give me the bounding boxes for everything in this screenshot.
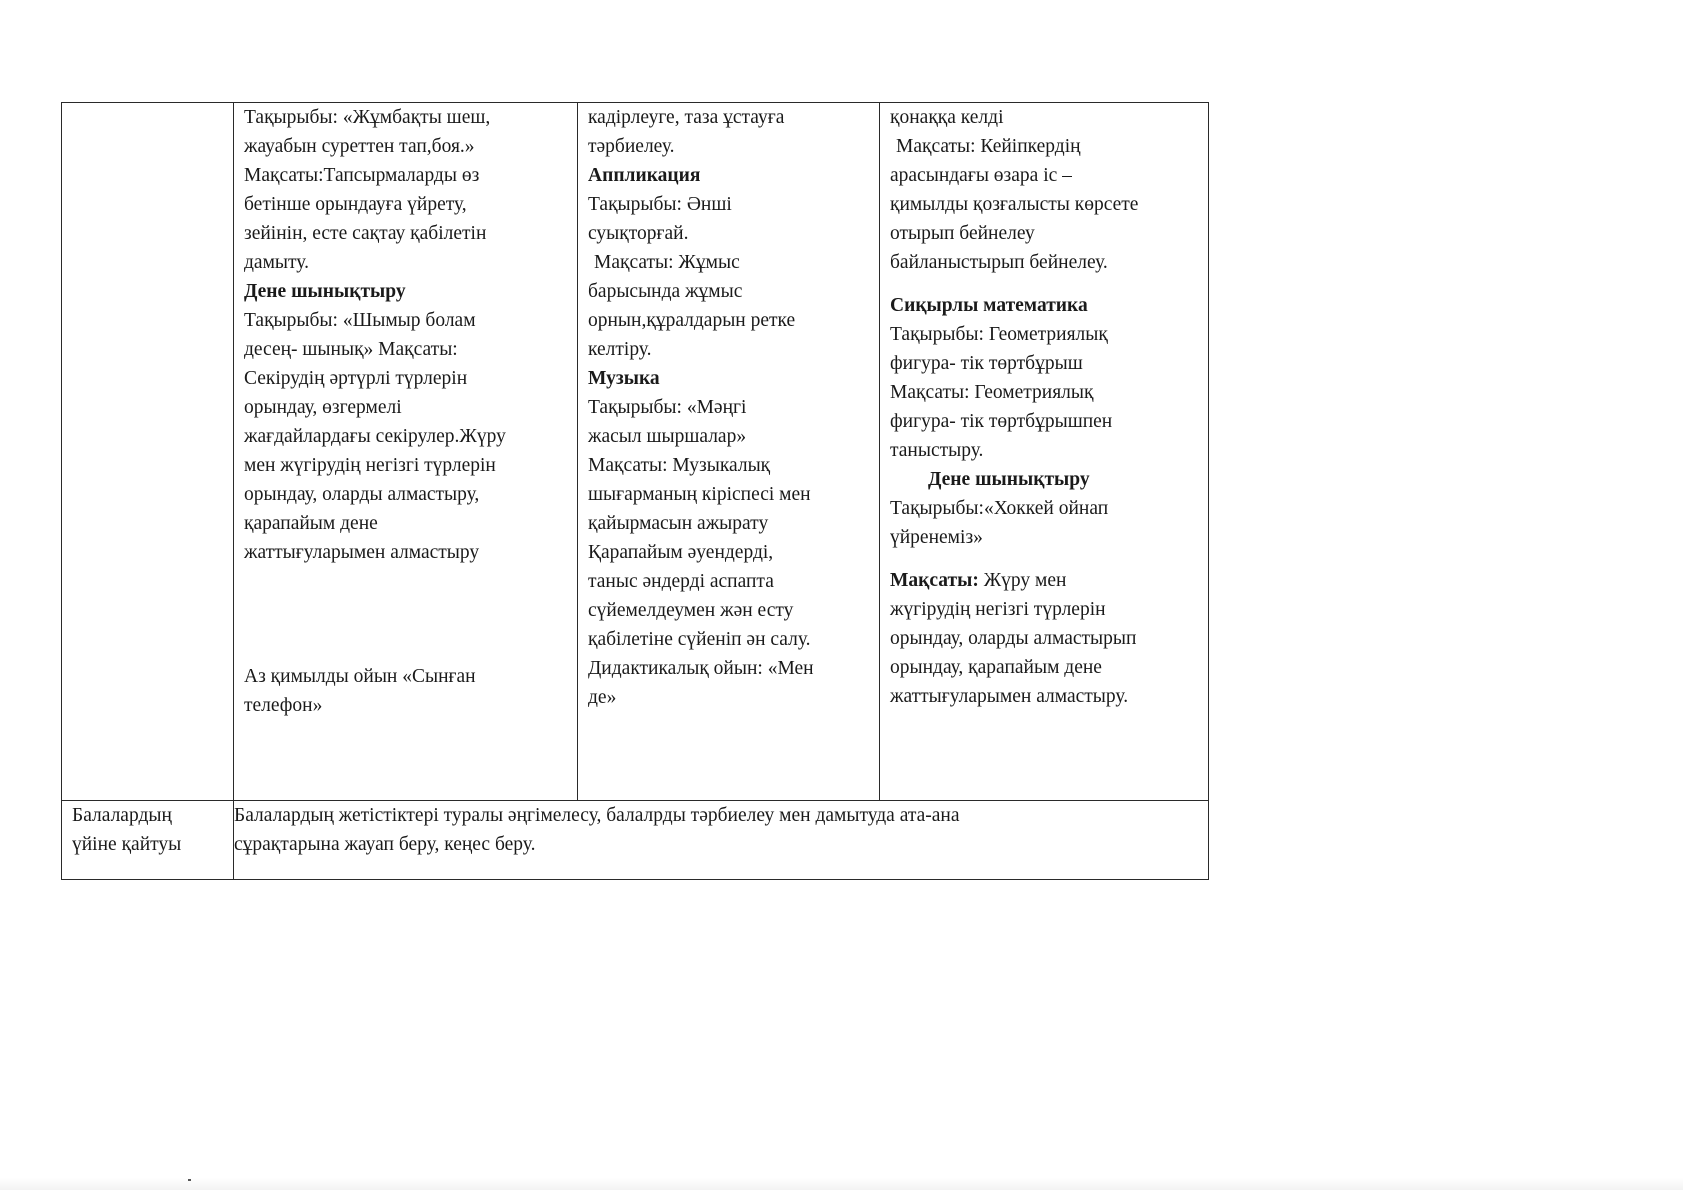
text-line: жаттығуларымен алмастыру. <box>890 686 1129 707</box>
table-cell-col1 <box>234 103 578 801</box>
text-line: орнын,құралдарын ретке <box>588 310 796 331</box>
text-line: қарапайым дене <box>244 513 378 534</box>
text-line: десең- шынық» Мақсаты: <box>244 339 458 360</box>
text-line: сүйемелдеумен жән есту <box>588 600 794 621</box>
text-line: қонаққа келді <box>890 107 1004 128</box>
text-line: жағдайлардағы секірулер.Жүру <box>244 426 506 447</box>
text-line: жүгірудің негізгі түрлерін <box>890 599 1106 620</box>
text-line: қайырмасын ажырату <box>588 513 769 534</box>
text-line: де» <box>588 687 617 708</box>
text-line: Тақырыбы:«Хоккей ойнап <box>890 498 1109 519</box>
table-cell-empty <box>62 103 234 801</box>
table-row <box>62 103 1209 801</box>
text-line: фигура- тік төртбұрышпен <box>890 411 1113 432</box>
text-line: отырып бейнелеу <box>890 223 1035 244</box>
inline-heading: Мақсаты: <box>890 570 979 591</box>
text-line: Мақсаты: Жұмыс <box>594 252 740 273</box>
section-heading: Дене шынықтыру <box>244 281 406 302</box>
text-line: Мақсаты: Музыкалық <box>588 455 771 476</box>
text-line: таныс әндерді аспапта <box>588 571 774 592</box>
text-line: Мақсаты: Кейіпкердің <box>896 136 1081 157</box>
text-line: арасындағы өзара іс – <box>890 165 1072 186</box>
text-line: орындау, қарапайым дене <box>890 657 1102 678</box>
text-line: шығарманың кіріспесі мен <box>588 484 811 505</box>
text-line: тәрбиелеу. <box>588 136 675 157</box>
text-line: бетінше орындауға үйрету, <box>244 194 467 215</box>
table-row <box>62 801 1209 880</box>
section-heading: Дене шынықтыру <box>928 469 1090 490</box>
row-label: үйіне қайтуы <box>72 834 182 855</box>
text-line: Аз қимылды ойын «Сынған <box>244 666 476 687</box>
text-line: Қарапайым әуендерді, <box>588 542 774 563</box>
text-line <box>890 566 1200 595</box>
row-content-cell <box>234 801 1209 880</box>
text-line: қабілетіне сүйеніп ән салу. <box>588 629 811 650</box>
section-heading: Сиқырлы математика <box>890 295 1088 316</box>
text-line: Тақырыбы: «Мәңгі <box>588 397 747 418</box>
text-line: байланыстырып бейнелеу. <box>890 252 1108 273</box>
text-line: Тақырыбы: Әнші <box>588 194 732 215</box>
text-line: кадірлеуге, таза ұстауға <box>588 107 785 128</box>
text-line: Тақырыбы: «Жұмбақты шеш, <box>244 107 491 128</box>
text-line: үйренеміз» <box>890 527 983 548</box>
plan-table <box>61 102 1209 880</box>
section-heading: Аппликация <box>588 165 701 186</box>
text-line: Балалардың жетістіктері туралы әңгімелесу, балалрды тәрбиелеу мен дамытуда ата-ана <box>234 805 960 826</box>
text-line: барысында жұмыс <box>588 281 743 302</box>
table-cell-col3 <box>880 103 1209 801</box>
text-line: таныстыру. <box>890 440 984 461</box>
text-line: суықторғай. <box>588 223 689 244</box>
text-line: орындау, оларды алмастыру, <box>244 484 480 505</box>
text-line: жауабын суреттен тап,боя.» <box>244 136 475 157</box>
text-line: зейінін, есте сақтау қабілетін <box>244 223 487 244</box>
text-line: мен жүгірудің негізгі түрлерін <box>244 455 496 476</box>
table-cell-col2 <box>578 103 880 801</box>
inline-text: Жүру мен <box>978 570 1067 591</box>
text-line: Мақсаты:Тапсырмаларды өз <box>244 165 480 186</box>
text-line: қимылды қозғалысты көрсете <box>890 194 1139 215</box>
text-line: келтіру. <box>588 339 652 360</box>
text-line: Секірудің әртүрлі түрлерін <box>244 368 468 389</box>
text-line: жаттығуларымен алмастыру <box>244 542 480 563</box>
scan-edge <box>0 1178 1683 1190</box>
section-heading: Музыка <box>588 368 660 389</box>
text-line: Дидактикалық ойын: «Мен <box>588 658 814 679</box>
text-line: Тақырыбы: Геометриялық <box>890 324 1108 345</box>
text-line: жасыл шыршалар» <box>588 426 747 447</box>
text-line: сұрақтарына жауап беру, кеңес беру. <box>234 834 536 855</box>
text-line: Тақырыбы: «Шымыр болам <box>244 310 476 331</box>
row-label: Балалардың <box>72 805 172 826</box>
text-line: Мақсаты: Геометриялық <box>890 382 1094 403</box>
text-line: дамыту. <box>244 252 309 273</box>
text-line: телефон» <box>244 695 323 716</box>
scan-speck <box>188 1179 191 1181</box>
text-line: орындау, оларды алмастырып <box>890 628 1137 649</box>
text-line: фигура- тік төртбұрыш <box>890 353 1083 374</box>
text-line: орындау, өзгермелі <box>244 397 402 418</box>
row-label-cell <box>62 801 234 880</box>
